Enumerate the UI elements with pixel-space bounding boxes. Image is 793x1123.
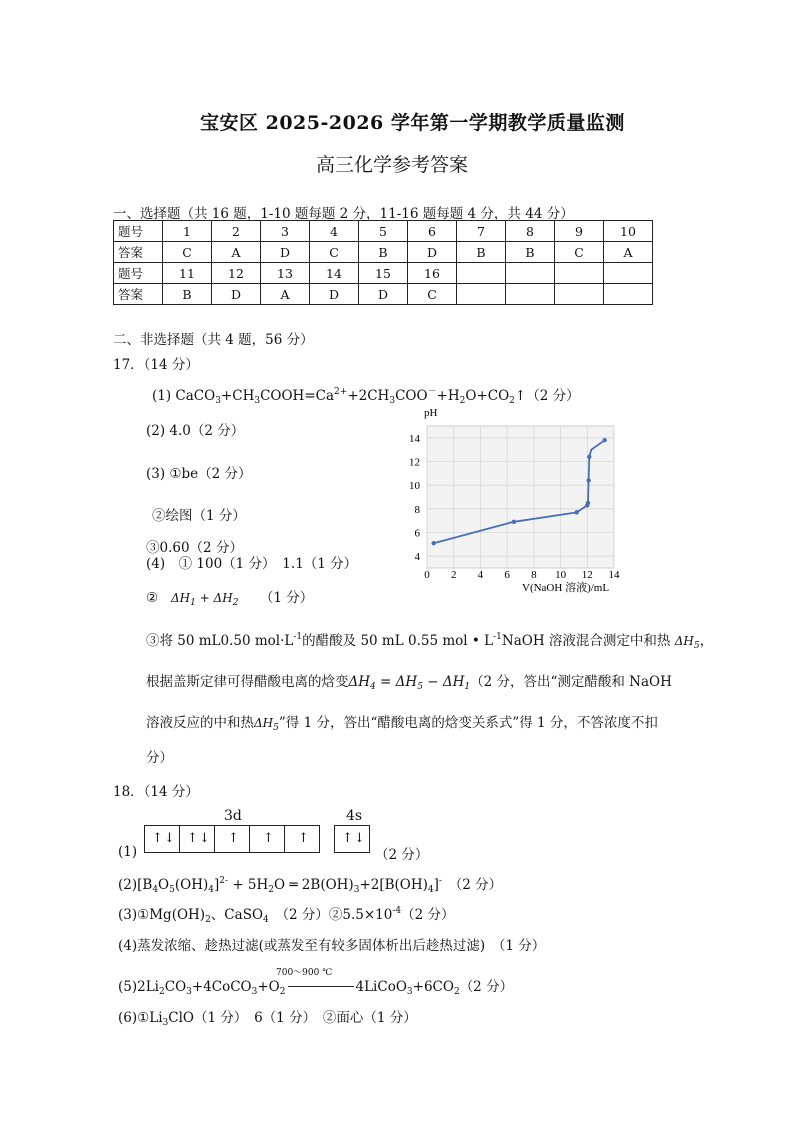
plot-area xyxy=(427,426,614,568)
table-cell: 9 xyxy=(555,221,604,242)
y-tick-label: 10 xyxy=(409,480,420,493)
table-cell xyxy=(555,263,604,284)
document-title: 宝安区 2025-2026 学年第一学期教学质量监测 xyxy=(200,112,625,134)
orbital-box xyxy=(335,826,369,852)
table-cell: C xyxy=(555,242,604,263)
table-cell xyxy=(604,263,653,284)
table-cell: D xyxy=(359,284,408,305)
table-cell: 1 xyxy=(163,221,212,242)
row-label: 答案 xyxy=(114,284,163,305)
row-label: 题号 xyxy=(114,221,163,242)
row-label: 题号 xyxy=(114,263,163,284)
x-tick-label: 0 xyxy=(424,569,430,581)
orbital-box xyxy=(285,826,319,852)
table-cell: 2 xyxy=(212,221,261,242)
table-cell: 16 xyxy=(408,263,457,284)
table-row xyxy=(114,221,653,242)
y-tick-label: 14 xyxy=(409,432,420,445)
table-cell: D xyxy=(310,284,359,305)
table-cell xyxy=(506,284,555,305)
orbital-label-4s: 4s xyxy=(346,808,363,824)
spin-up-icon: ↑ xyxy=(342,831,353,846)
spin-down-icon: ↓ xyxy=(164,831,175,846)
text-run: 根据盖斯定律可得醋酸电离的焓变 xyxy=(146,674,349,690)
table-cell: A xyxy=(604,242,653,263)
table-cell: 15 xyxy=(359,263,408,284)
text-run: ”得 1 分，答出“醋酸电离的焓变关系式”得 1 分，不答浓度不扣 xyxy=(278,715,658,731)
orbital-label-3d: 3d xyxy=(224,808,242,824)
reaction-condition: 700～900 ℃ xyxy=(276,968,333,978)
x-tick-label: 12 xyxy=(581,569,593,581)
x-axis-label: V(NaOH 溶液)/mL xyxy=(522,582,610,594)
q18-part6: $(6)①Li_3ClO(1$ 分） 6（1 分） ②面心（1 分） xyxy=(118,1010,417,1028)
q18-part2: $(2)[B_4O_5(OH)_4]^{2-} + 5H_2O$ ═ $2B(OH)_3+2[B(OH)_4]^-$ （2 分） xyxy=(118,876,503,895)
data-point xyxy=(586,478,590,482)
table-cell xyxy=(555,284,604,305)
section1-heading: 一、选择题（共 16 题，1-10 题每题 2 分，11-16 题每题 4 分，共 44 分） xyxy=(113,206,574,222)
data-point xyxy=(602,438,606,442)
table-cell: B xyxy=(359,242,408,263)
orbital-3d-diagram xyxy=(144,825,320,853)
spin-down-icon: ↓ xyxy=(354,831,365,846)
table-cell: A xyxy=(212,242,261,263)
spin-down-icon: ↓ xyxy=(199,831,210,846)
q17-part1: (1) $CaCO_3+CH_3COOH=Ca^{2+}+2CH_3COO^-+H_2O+CO_2↑(2$ 分） xyxy=(152,387,580,406)
row-label: 答案 xyxy=(114,242,163,263)
table-cell: C xyxy=(310,242,359,263)
answer-table xyxy=(113,220,653,305)
table-cell: D xyxy=(261,242,310,263)
text-run: ③将 50 mL0.50 mol·L xyxy=(146,633,294,649)
q17-part4c-line1: ③将 50 mL0.50 $mol\cdot L^{-1}$的醋酸及 50 mL 0.55 mol • $L^{-1}NaOH$ 溶液混合测定中和热 $\Delta H_5$， xyxy=(146,632,714,651)
data-point xyxy=(574,510,578,514)
x-tick-label: 4 xyxy=(477,569,484,581)
x-tick-label: 10 xyxy=(555,569,567,581)
text-run: （2 分，答出“测定醋酸和 NaOH xyxy=(470,674,672,690)
x-tick-labels xyxy=(424,569,620,581)
table-cell: D xyxy=(408,242,457,263)
spin-up-icon: ↑ xyxy=(263,831,274,846)
q17-part4c-line3: 溶液反应的中和热$\Delta H_5$”得 1 分，答出“醋酸电离的焓变关系式”得 1 分，不答浓度不扣 xyxy=(146,715,658,733)
table-cell: 4 xyxy=(310,221,359,242)
table-cell: 3 xyxy=(261,221,310,242)
spin-up-icon: ↑ xyxy=(152,831,163,846)
q17-number: 17．（14 分） xyxy=(113,357,199,373)
orbital-box xyxy=(250,826,285,852)
table-cell: 8 xyxy=(506,221,555,242)
q18-number: 18．（14 分） xyxy=(113,784,199,800)
q17-part2: (2) 4.0（2 分） xyxy=(146,423,245,439)
table-row xyxy=(114,284,653,305)
data-point xyxy=(512,520,516,524)
y-tick-label: 4 xyxy=(414,551,420,564)
table-cell xyxy=(457,263,506,284)
text-run: 的醋酸及 50 mL 0.55 mol • L xyxy=(302,633,494,649)
q18-part5: $(5)2Li_2CO_3+4CoCO_3+O_2$ $4LiCoO_3+6CO_2(2$ 分） xyxy=(118,979,514,997)
data-point xyxy=(587,455,591,459)
x-tick-label: 14 xyxy=(608,569,620,581)
table-cell: C xyxy=(163,242,212,263)
table-cell xyxy=(506,263,555,284)
section2-heading: 二、非选择题（共 4 题，56 分） xyxy=(113,332,314,348)
table-cell: C xyxy=(408,284,457,305)
table-row xyxy=(114,242,653,263)
table-cell: 14 xyxy=(310,263,359,284)
x-tick-label: 8 xyxy=(531,569,537,581)
q18-part3: $(3)①Mg(OH)_2$、CaSO$_4$ （2 分）$②5.5\times 10^{-4}(2$ 分） xyxy=(118,906,455,925)
table-cell xyxy=(604,284,653,305)
spin-up-icon: ↑ xyxy=(228,831,239,846)
table-cell: 13 xyxy=(261,263,310,284)
text-run: NaOH 溶液混合测定中和热 xyxy=(501,633,671,649)
q17-part3c: ③0.60（2 分） xyxy=(146,540,243,556)
spin-up-icon: ↑ xyxy=(187,831,198,846)
table-cell: 6 xyxy=(408,221,457,242)
table-cell: 11 xyxy=(163,263,212,284)
q17-part4c-line2: 根据盖斯定律可得醋酸电离的焓变$\Delta H_4 = \Delta H_5 - \Delta H_1(2$ 分，答出“测定醋酸和 NaOH xyxy=(146,674,672,692)
table-cell xyxy=(457,284,506,305)
y-tick-label: 12 xyxy=(409,456,420,469)
data-point xyxy=(431,541,435,545)
text-run: 溶液反应的中和热 xyxy=(146,715,254,731)
orbital-box xyxy=(180,826,215,852)
orbital-box xyxy=(215,826,250,852)
q18-part4: (4)蒸发浓缩、趁热过滤(或蒸发至有较多固体析出后趁热过滤) （1 分） xyxy=(118,938,546,954)
q17-part4b-score: （1 分） xyxy=(259,590,314,606)
table-row xyxy=(114,263,653,284)
table-cell: B xyxy=(506,242,555,263)
document-subtitle: 高三化学参考答案 xyxy=(316,154,469,176)
spin-up-icon: ↑ xyxy=(298,831,309,846)
x-tick-label: 6 xyxy=(504,569,510,581)
q17-part4c-line4: 分） xyxy=(146,750,173,766)
table-cell: B xyxy=(163,284,212,305)
q18-part1-prefix: (1) xyxy=(118,844,138,860)
q17-part4b: ② $\Delta H_1 + \Delta H_2$ （1 分） xyxy=(146,590,314,608)
q18-part1-score: （2 分） xyxy=(375,847,429,863)
q17-part3b: ②绘图（1 分） xyxy=(152,508,246,524)
x-tick-label: 2 xyxy=(450,569,457,581)
table-cell: D xyxy=(212,284,261,305)
table-cell: 10 xyxy=(604,221,653,242)
table-cell: A xyxy=(261,284,310,305)
y-tick-label: 8 xyxy=(414,503,420,516)
y-axis-label: pH xyxy=(424,407,438,419)
q17-part4: (4) ① 100（1 分） 1.1（1 分） xyxy=(146,556,358,572)
q17-part3: (3) ①be（2 分） xyxy=(146,466,252,482)
y-tick-label: 6 xyxy=(414,527,420,540)
q17-part4b-prefix: ② xyxy=(146,590,159,606)
table-cell: B xyxy=(457,242,506,263)
ph-titration-chart xyxy=(400,402,630,602)
y-tick-labels xyxy=(409,433,421,563)
orbital-4s-diagram xyxy=(334,825,370,853)
data-point xyxy=(586,501,590,505)
table-cell: 5 xyxy=(359,221,408,242)
table-cell: 12 xyxy=(212,263,261,284)
table-cell: 7 xyxy=(457,221,506,242)
orbital-box xyxy=(145,826,180,852)
